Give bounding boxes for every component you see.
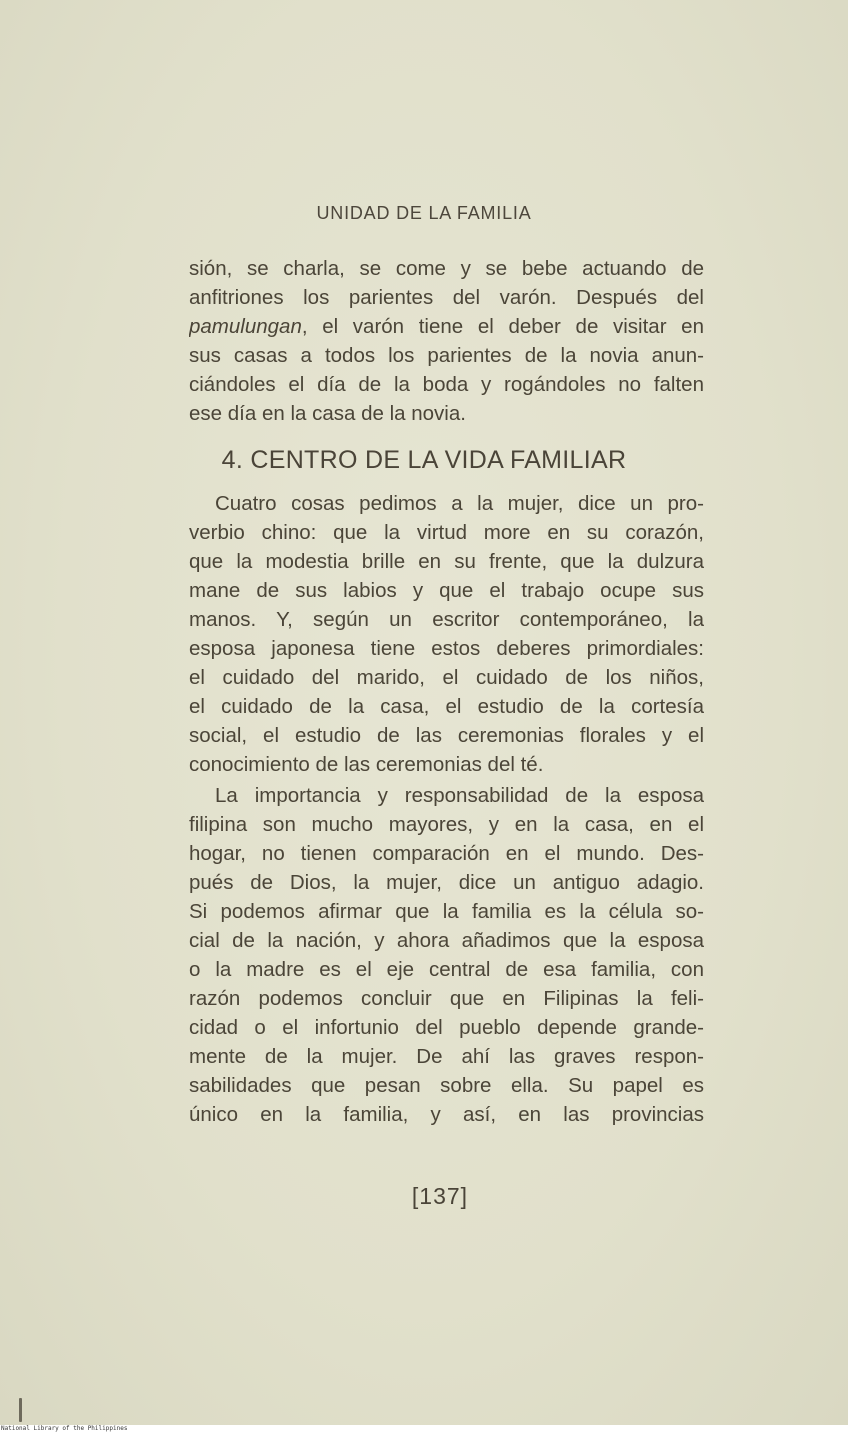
text-line: el cuidado del marido, el cuidado de los niños,: [189, 666, 704, 689]
text-line: el cuidado de la casa, el estudio de la cortesía: [189, 695, 704, 718]
footer-credit: National Library of the Philippines: [0, 1425, 848, 1433]
binding-mark: [19, 1398, 22, 1422]
text-line: Cuatro cosas pedimos a la mujer, dice un pro-: [215, 492, 704, 515]
text-line: anfitriones los parientes del varón. Después del: [189, 286, 704, 309]
text-line: [189, 312, 704, 341]
text-line: La importancia y responsabilidad de la esposa: [215, 784, 704, 807]
text-line: pués de Dios, la mujer, dice un antiguo adagio.: [189, 871, 704, 894]
text-line: que la modestia brille en su frente, que la dulzura: [189, 550, 704, 573]
section-heading: 4. CENTRO DE LA VIDA FAMILIAR: [221, 446, 627, 474]
text-line: mente de la mujer. De ahí las graves respon-: [189, 1045, 704, 1068]
running-head: UNIDAD DE LA FAMILIA: [316, 203, 532, 223]
text-line: filipina son mucho mayores, y en la casa, en el: [189, 813, 704, 836]
text-line: ese día en la casa de la novia.: [189, 402, 466, 425]
text-line: conocimiento de las ceremonias del té.: [189, 753, 544, 776]
page-number: [137]: [411, 1183, 469, 1209]
text-line: hogar, no tienen comparación en el mundo. Des-: [189, 842, 704, 865]
paragraph-continuation: [189, 254, 704, 428]
text-line: único en la familia, y así, en las provincias: [189, 1103, 704, 1126]
text-line: ciándoles el día de la boda y rogándoles no falten: [189, 373, 704, 396]
text-line: verbio chino: que la virtud more en su corazón,: [189, 521, 704, 544]
text-line: esposa japonesa tiene estos deberes primordiales:: [189, 637, 704, 660]
text-line: cidad o el infortunio del pueblo depende grande-: [189, 1016, 704, 1039]
text-line: Si podemos afirmar que la familia es la célula so-: [189, 900, 704, 923]
text-line: manos. Y, según un escritor contemporáneo, la: [189, 608, 704, 631]
text-line: sus casas a todos los parientes de la novia anun-: [189, 344, 704, 367]
text-line: razón podemos concluir que en Filipinas la feli-: [189, 987, 704, 1010]
text-line: o la madre es el eje central de esa familia, con: [189, 958, 704, 981]
paragraph: [189, 489, 704, 779]
text-line: sabilidades que pesan sobre ella. Su papel es: [189, 1074, 704, 1097]
text-line: sión, se charla, se come y se bebe actuando de: [189, 257, 704, 280]
paragraph: [189, 781, 704, 1129]
text-line: mane de sus labios y que el trabajo ocupe sus: [189, 579, 704, 602]
text-line-rest: , el varón tiene el deber de visitar en: [301, 315, 704, 338]
text-line: cial de la nación, y ahora añadimos que la esposa: [189, 929, 704, 952]
text-line: social, el estudio de las ceremonias florales y el: [189, 724, 704, 747]
italic-term: pamulungan: [189, 315, 302, 338]
